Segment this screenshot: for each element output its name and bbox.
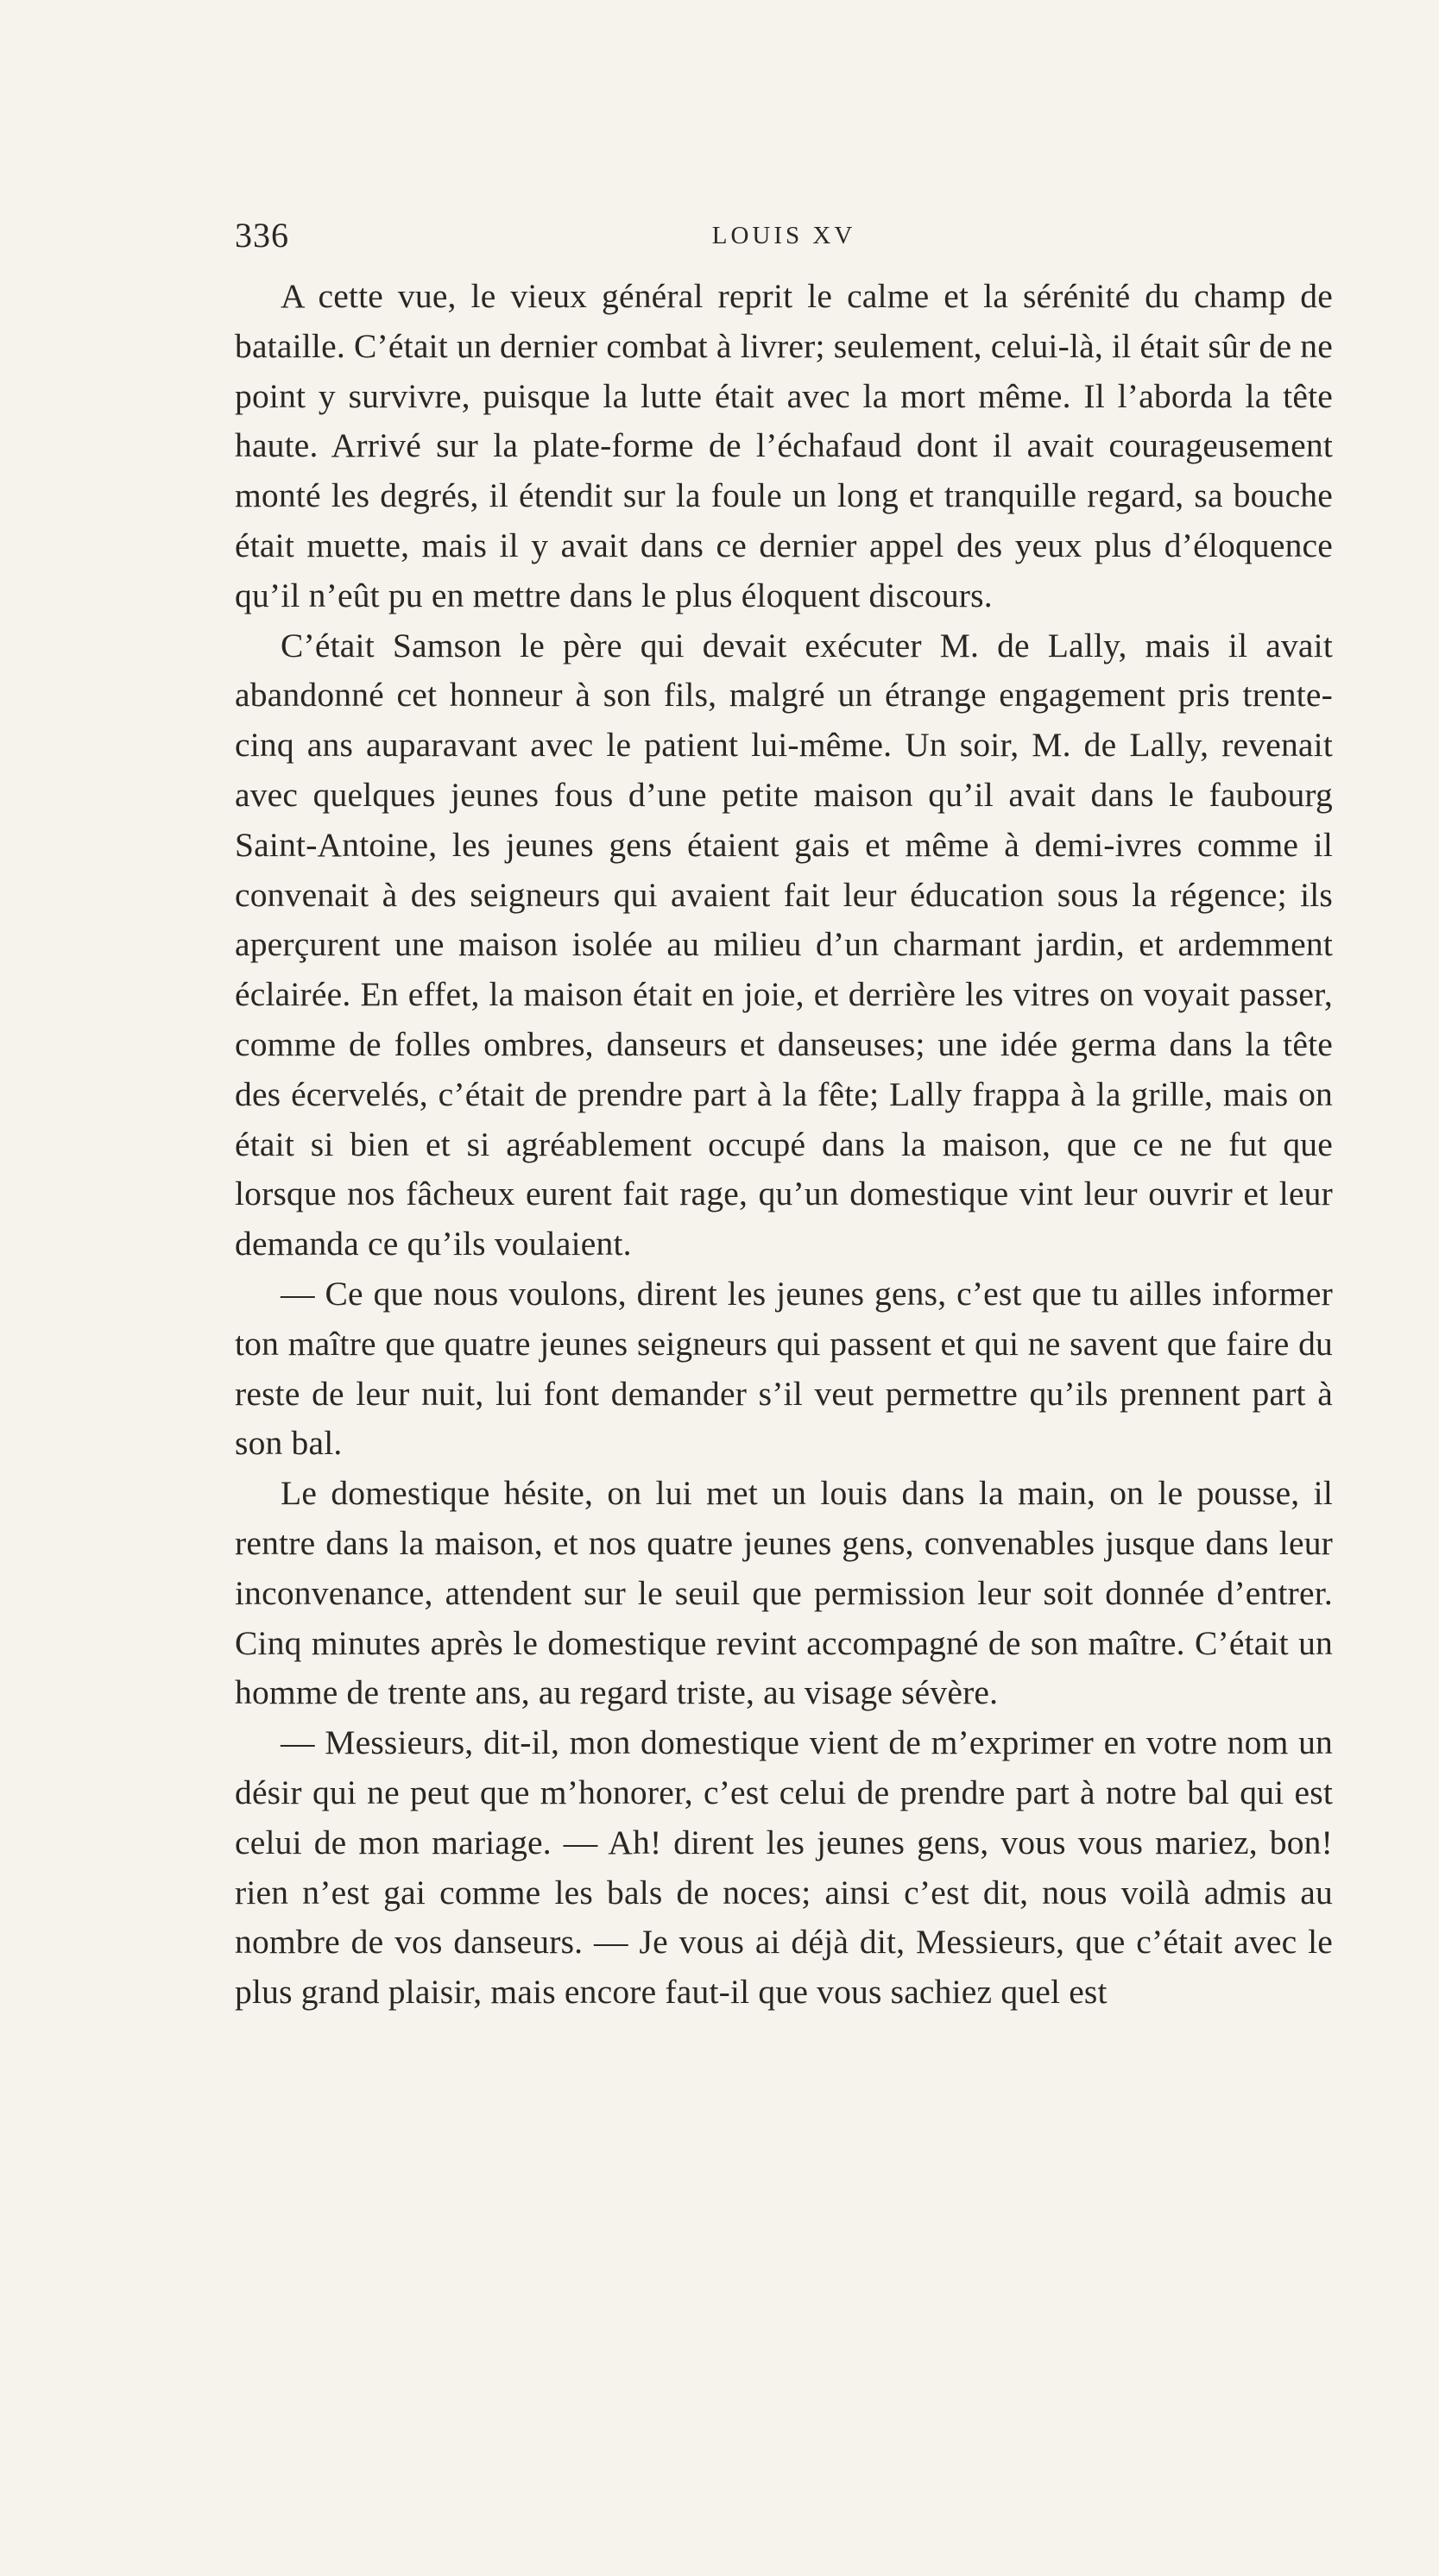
page-header: [235, 214, 1333, 257]
body-text: [235, 272, 1333, 2018]
paragraph-domestic-returns: Le domestique hésite, on lui met un louis dans la main, on le pousse, il rentre dans la maison, et nos quatre jeunes gens, convenables jusque dans leur inconvenance, attendent sur le seuil que permission leur soit donnée d’entrer. Cinq minutes après le domestique revint accompagné de son maître. C’était un homme de trente ans, au regard triste, au visage sévère.: [235, 1474, 1333, 1712]
paragraph-dialogue-request: — Ce que nous voulons, dirent les jeunes gens, c’est que tu ailles informer ton maître que quatre jeunes seigneurs qui passent et qui ne savent que faire du reste de leur nuit, lui font demander s’il veut permettre qu’ils prennent part à son bal.: [235, 1274, 1333, 1463]
paragraph-samson-anecdote: C’était Samson le père qui devait exécuter M. de Lally, mais il avait abandonné cet honneur à son fils, malgré un étrange engagement pris trente-cinq ans auparavant avec le patient lui-même. Un soir, M. de Lally, revenait avec quelques jeunes fous d’une petite maison qu’il avait dans le faubourg Saint-Antoine, les jeunes gens étaient gais et même à demi-ivres comme il convenait à des seigneurs qui avaient fait leur éducation sous la régence; ils aperçurent une maison isolée au milieu d’un charmant jardin, et ardemment éclairée. En effet, la maison était en joie, et derrière les vitres on voyait passer, comme de folles ombres, danseurs et danseuses; une idée germa dans la tête des écervelés, c’était de prendre part à la fête; Lally frappa à la grille, mais on était si bien et si agréablement occupé dans la maison, que ce ne fut que lorsque nos fâcheux eurent fait rage, qu’un domestique vint leur ouvrir et leur demanda ce qu’ils voulaient.: [235, 626, 1333, 1263]
paragraph-wedding-invitation: — Messieurs, dit-il, mon domestique vient de m’exprimer en votre nom un désir qui ne peut que m’honorer, c’est celui de prendre part à notre bal qui est celui de mon mariage. — Ah! dirent les jeunes gens, vous vous mariez, bon! rien n’est gai comme les bals de noces; ainsi c’est dit, nous voilà admis au nombre de vos danseurs. — Je vous ai déjà dit, Messieurs, que c’était avec le plus grand plaisir, mais encore faut-il que vous sachiez quel est: [235, 1723, 1333, 2012]
page-number: 336: [235, 216, 289, 255]
paragraph-general-execution: A cette vue, le vieux général reprit le calme et la sérénité du champ de bataille. C’était un dernier combat à livrer; seulement, celui-là, il était sûr de ne point y survivre, puisque la lutte était avec la mort même. Il l’aborda la tête haute. Arrivé sur la plate-forme de l’échafaud dont il avait courageusement monté les degrés, il étendit sur la foule un long et tranquille regard, sa bouche était muette, mais il y avait dans ce dernier appel des yeux plus d’éloquence qu’il n’eût pu en mettre dans le plus éloquent discours.: [235, 277, 1333, 614]
running-title: LOUIS XV: [711, 222, 856, 249]
